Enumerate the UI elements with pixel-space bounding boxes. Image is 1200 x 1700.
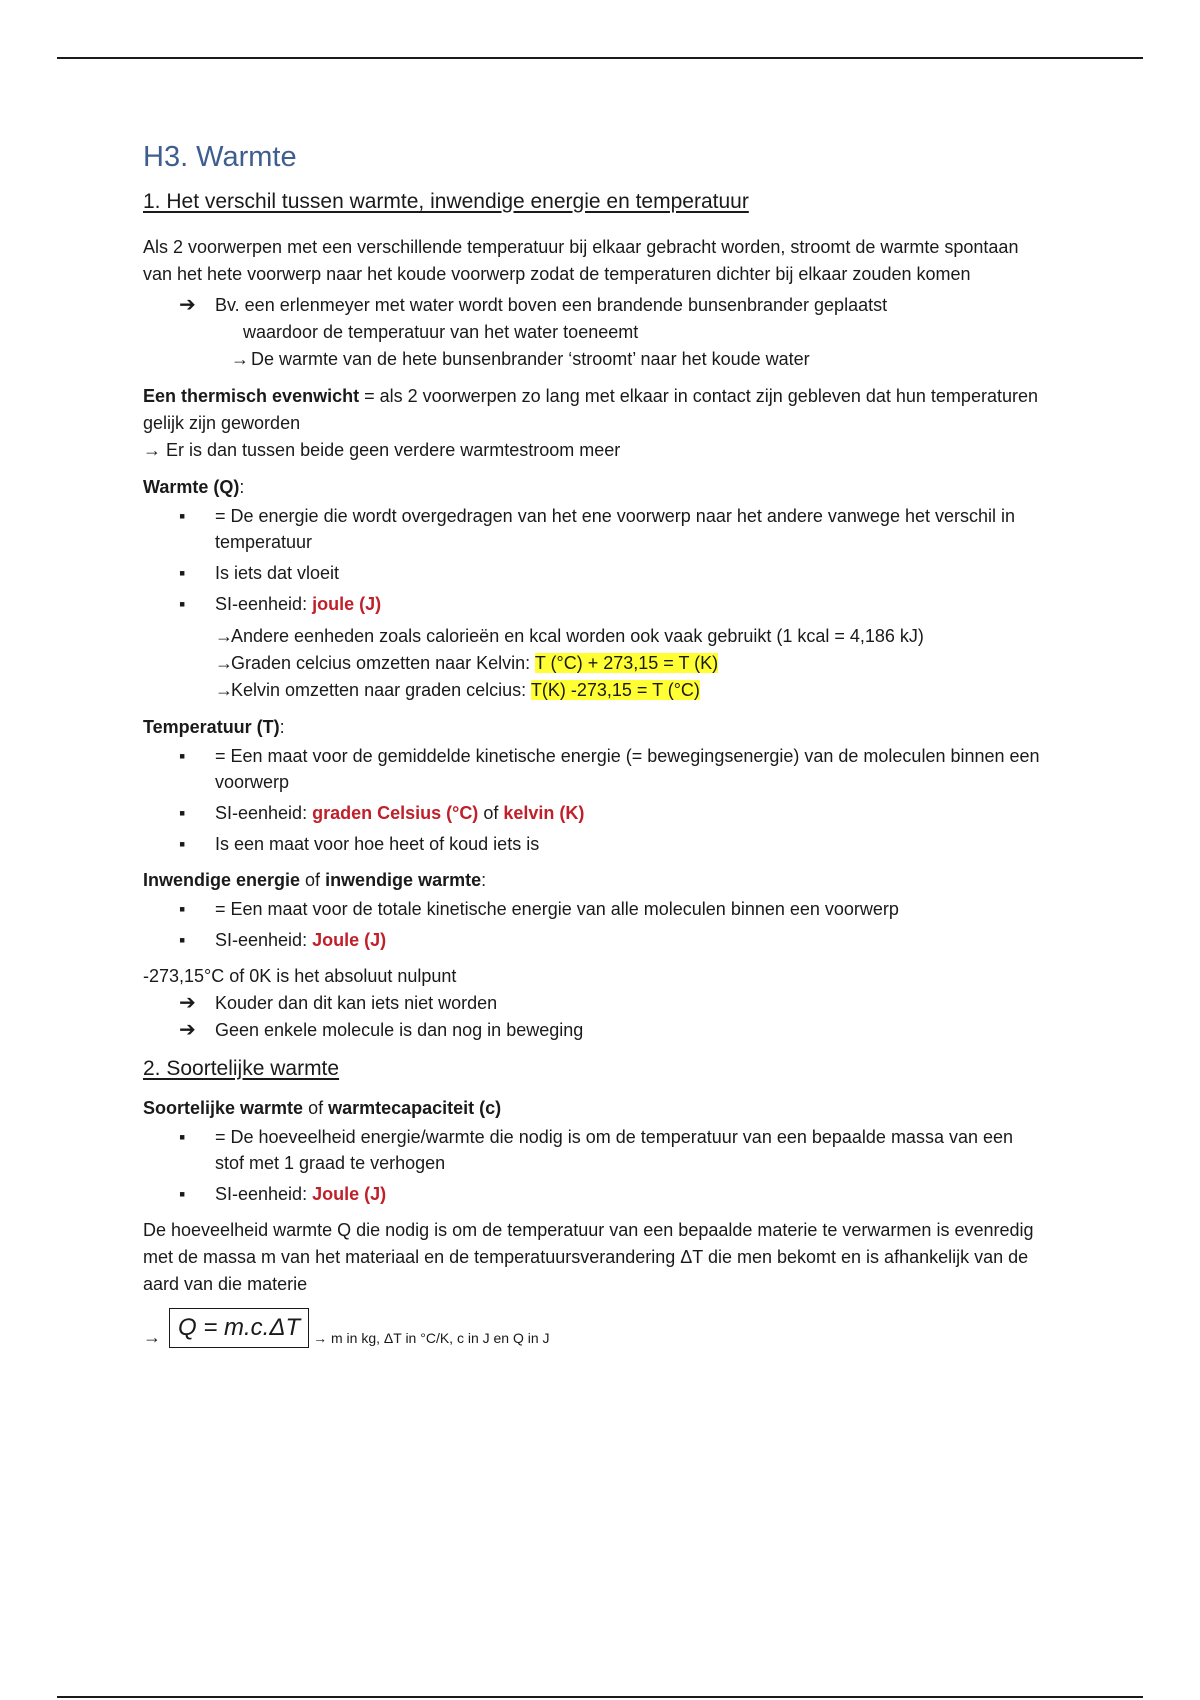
example-line-2: waardoor de temperatuur van het water toeneemt <box>243 321 639 342</box>
list-item: ▪ = Een maat voor de gemiddelde kinetische energie (= bewegingsenergie) van de moleculen binnen een voorwerp <box>143 743 1043 795</box>
arrow-icon: → <box>231 348 249 369</box>
list-item: ▪ = Een maat voor de totale kinetische energie van alle moleculen binnen een voorwerp <box>143 896 1043 922</box>
absolute-zero-text: -273,15°C of 0K is het absoluut nulpunt <box>143 965 457 986</box>
page-title: H3. Warmte <box>143 141 297 173</box>
highlighted-formula: T(K) -273,15 = T (°C) <box>530 679 700 700</box>
specific-heat-list <box>143 1124 1043 1207</box>
top-rule <box>57 57 1143 59</box>
heat-note-3: → Kelvin omzetten naar graden celcius: T(K) -273,15 = T (°C) <box>143 677 1043 704</box>
list-item: ▪ SI-eenheid: graden Celsius (°C) of kelvin (K) <box>143 800 1043 826</box>
list-item: ▪ Is iets dat vloeit <box>143 560 1043 586</box>
arrow-icon: → <box>215 652 233 673</box>
specific-heat-heading: Soortelijke warmte of warmtecapaciteit (c) <box>143 1098 502 1119</box>
formula-note: → m in kg, ΔT in °C/K, c in J en Q in J <box>313 1330 550 1347</box>
example-line-1: ➔ Bv. een erlenmeyer met water wordt boven een brandende bunsenbrander geplaatst <box>143 292 1043 319</box>
bold-arrow-icon: ➔ <box>179 991 196 1014</box>
bullet-icon: ▪ <box>179 802 186 823</box>
bullet-icon: ▪ <box>179 505 186 526</box>
list-item: ▪ = De hoeveelheid energie/warmte die nodig is om de temperatuur van een bepaalde massa van een stof met 1 graad te verhogen <box>143 1124 1043 1176</box>
bullet-icon: ▪ <box>179 833 186 854</box>
temperature-list <box>143 743 1043 857</box>
arrow-icon: → <box>143 439 161 460</box>
list-item: ▪ Is een maat voor hoe heet of koud iets is <box>143 831 1043 857</box>
arrow-icon: → <box>143 1327 161 1348</box>
internal-energy-heading: Inwendige energie of inwendige warmte: <box>143 869 487 890</box>
bullet-icon: ▪ <box>179 898 186 919</box>
arrow-icon: → <box>215 625 233 646</box>
bullet-icon: ▪ <box>179 1184 186 1205</box>
document-page <box>143 140 1043 1348</box>
bold-arrow-icon: ➔ <box>179 293 196 316</box>
heat-note-2: → Graden celcius omzetten naar Kelvin: T (°C) + 273,15 = T (K) <box>143 650 1043 677</box>
bullet-icon: ▪ <box>179 593 186 614</box>
bottom-rule <box>57 1696 1143 1698</box>
list-item: ▪ SI-eenheid: joule (J) <box>143 591 1043 617</box>
temperature-heading: Temperatuur (T): <box>143 716 285 737</box>
absolute-note-2: ➔ Geen enkele molecule is dan nog in beweging <box>143 1017 1043 1044</box>
list-item: ▪ SI-eenheid: Joule (J) <box>143 927 1043 953</box>
equilibrium-paragraph: Een thermisch evenwicht = als 2 voorwerpen zo lang met elkaar in contact zijn gebleven dat hun temperaturen gelijk zijn geworden <box>143 385 1038 433</box>
section2-heading: 2. Soortelijke warmte <box>143 1056 340 1080</box>
specific-heat-paragraph: De hoeveelheid warmte Q die nodig is om de temperatuur van een bepaalde materie te verwarmen is evenredig met de massa m van het materiaal en de temperatuursverandering ΔT die men bekomt en is afhankelijk van de aard van die materie <box>143 1220 1034 1295</box>
bold-arrow-icon: ➔ <box>179 1018 196 1041</box>
bullet-icon: ▪ <box>179 1127 186 1148</box>
bullet-icon: ▪ <box>179 929 186 950</box>
section1-heading: 1. Het verschil tussen warmte, inwendige energie en temperatuur <box>143 189 749 213</box>
heat-note-1: → Andere eenheden zoals calorieën en kcal worden ook vaak gebruikt (1 kcal = 4,186 kJ) <box>143 623 1043 650</box>
equilibrium-note: → Er is dan tussen beide geen verdere warmtestroom meer <box>143 439 621 460</box>
highlighted-formula: T (°C) + 273,15 = T (K) <box>534 652 719 673</box>
list-item: ▪ SI-eenheid: Joule (J) <box>143 1181 1043 1207</box>
bullet-icon: ▪ <box>179 562 186 583</box>
intro-paragraph: Als 2 voorwerpen met een verschillende temperatuur bij elkaar gebracht worden, stroomt de warmte spontaan van het hete voorwerp naar het koude voorwerp zodat de temperaturen dichter bij elkaar zouden komen <box>143 236 1019 284</box>
bullet-icon: ▪ <box>179 745 186 766</box>
absolute-note-1: ➔ Kouder dan dit kan iets niet worden <box>143 990 1043 1017</box>
arrow-icon: → <box>215 679 233 700</box>
internal-energy-list <box>143 896 1043 953</box>
formula-box: Q = m.c.ΔT <box>169 1308 309 1348</box>
heat-list <box>143 503 1043 617</box>
heat-heading: Warmte (Q): <box>143 476 245 497</box>
formula-row <box>143 1308 1043 1348</box>
list-item: ▪ = De energie die wordt overgedragen van het ene voorwerp naar het andere vanwege het verschil in temperatuur <box>143 503 1043 555</box>
example-line-3: → De warmte van de hete bunsenbrander ‘stroomt’ naar het koude water <box>143 346 1043 373</box>
